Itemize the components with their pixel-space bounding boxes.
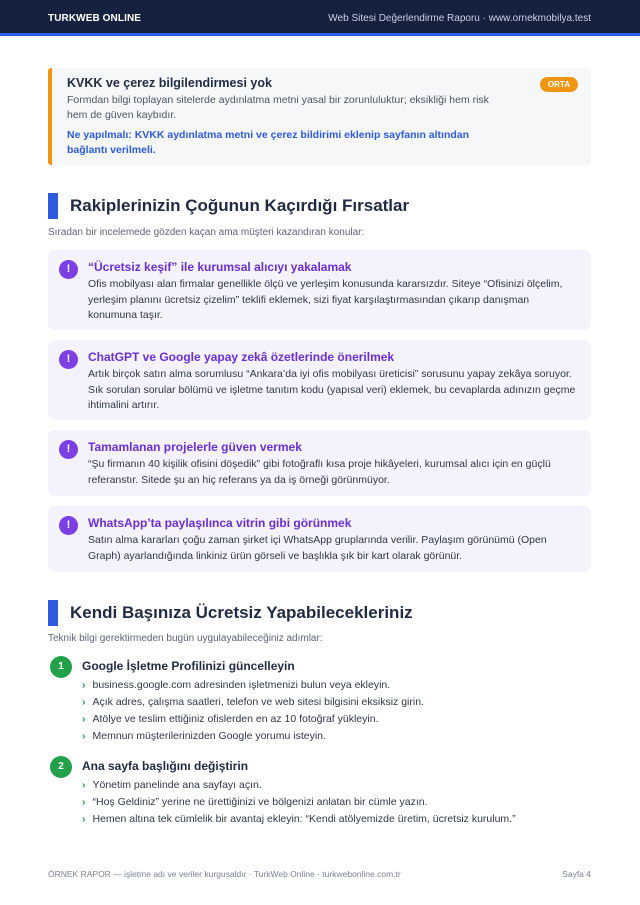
step-list: [82, 677, 424, 745]
opportunity-title: Tamamlanan projelerle güven vermek: [88, 440, 302, 454]
opportunity-body: “Şu firmanın 40 kişilik ofisini döşedik” gibi fotoğraflı kısa proje hikâyeleri, kurumsal alıcı için en güçlü referanstır. Sitede şu an hiç referans ya da iş örneği görünmüyor.: [88, 458, 551, 486]
step-number: 2: [50, 756, 72, 778]
step-list: [82, 777, 516, 828]
opportunity-title: ChatGPT ve Google yapay zekâ özetlerinde önerilmek: [88, 350, 395, 364]
chevron-right-icon: ›: [82, 696, 86, 708]
section-accent-bar: [48, 193, 58, 219]
opportunity-card: [48, 250, 591, 330]
opportunity-title: WhatsApp’ta paylaşılınca vitrin gibi görünmek: [88, 516, 352, 530]
diy-title: Kendi Başınıza Ücretsiz Yapabilecekleriniz: [70, 603, 413, 622]
opportunity-title: “Ücretsiz keşif” ile kurumsal alıcıyı yakalamak: [88, 260, 352, 274]
opportunities-heading: [48, 193, 591, 219]
page-number: Sayfa 4: [562, 869, 591, 879]
opportunities-subtitle: Sıradan bir incelemede gözden kaçan ama müşteri kazandıran konular:: [48, 227, 365, 238]
list-item: › Memnun müşterilerinizden Google yorumu isteyin.: [82, 730, 326, 742]
footer-note: ÖRNEK RAPOR — işletme adı ve veriler kurgusaldır · TurkWeb Online · turkwebonline.com.tr: [48, 869, 401, 879]
section-accent-bar: [48, 600, 58, 626]
brand-name: TURKWEB ONLINE: [48, 13, 142, 24]
list-item: › Yönetim panelinde ana sayfayı açın.: [82, 779, 262, 791]
opportunity-card: [48, 340, 591, 420]
opportunity-body: Artık birçok satın alma sorumlusu “Ankara’da iyi ofis mobilyası üreticisi” sorusunu yapay zekâya soruyor. Sık sorulan sorular bölümü ve işletme tanıtım kodu (yapısal veri) eklemek, bu cevaplarda adınızın geçme ihtimalini artırır.: [88, 368, 576, 411]
step-number: 1: [50, 656, 72, 678]
opportunities-title: Rakiplerinizin Çoğunun Kaçırdığı Fırsatlar: [70, 196, 410, 215]
list-item: › “Hoş Geldiniz” yerine ne ürettiğinizi ve bölgenizi anlatan bir cümle yazın.: [82, 796, 428, 808]
opportunity-body: Ofis mobilyası alan firmalar genellikle ölçü ve yerleşim konusunda kararsızdır. Siteye “Ofisinizi ölçelim, yerleşim planını ücretsiz çizelim” teklifi eklemek, sizi fiyat karşılaştırmasından çıkarıp danışman konumuna taşır.: [88, 278, 563, 321]
alert-title: KVKK ve çerez bilgilendirmesi yok: [67, 76, 272, 90]
step-title: Google İşletme Profilinizi güncelleyin: [82, 659, 295, 673]
chevron-right-icon: ›: [82, 779, 86, 791]
exclamation-icon: !: [59, 350, 78, 369]
report-header: [0, 0, 640, 36]
chevron-right-icon: ›: [82, 796, 86, 808]
kvkk-alert-card: [48, 68, 591, 165]
list-item: › Açık adres, çalışma saatleri, telefon ve web sitesi bilgisini eksiksiz girin.: [82, 696, 424, 708]
list-item: › Hemen altına tek cümlelik bir avantaj ekleyin: “Kendi atölyemizde üretim, ücretsiz kurulum.”: [82, 813, 516, 825]
diy-subtitle: Teknik bilgi gerektirmeden bugün uygulayabileceğiniz adımlar:: [48, 633, 323, 644]
severity-badge: ORTA: [540, 77, 578, 92]
diy-heading: [48, 600, 591, 626]
chevron-right-icon: ›: [82, 713, 86, 725]
chevron-right-icon: ›: [82, 730, 86, 742]
exclamation-icon: !: [59, 516, 78, 535]
opportunity-card: [48, 430, 591, 496]
page-footer: [48, 869, 591, 879]
opportunity-card: [48, 506, 591, 572]
report-title: Web Sitesi Değerlendirme Raporu · www.ornekmobilya.test: [328, 13, 591, 24]
chevron-right-icon: ›: [82, 679, 86, 691]
opportunity-body: Satın alma kararları çoğu zaman şirket içi WhatsApp gruplarında verilir. Paylaşım görünümü (Open Graph) ayarlandığında linkiniz ürün görseli ve başlıkla şık bir kart olarak görünür.: [88, 534, 547, 562]
alert-body: Formdan bilgi toplayan sitelerde aydınlatma metni yasal bir zorunluluktur; eksikliği hem risk hem de güven kaybıdır.: [67, 94, 489, 121]
exclamation-icon: !: [59, 440, 78, 459]
chevron-right-icon: ›: [82, 813, 86, 825]
step-title: Ana sayfa başlığını değiştirin: [82, 759, 249, 773]
alert-action: Ne yapılmalı: KVKK aydınlatma metni ve çerez bildirimi eklenip sayfanın altından bağlantı verilmeli.: [67, 129, 470, 156]
list-item: › Atölye ve teslim ettiğiniz ofislerden en az 10 fotoğraf yükleyin.: [82, 713, 379, 725]
exclamation-icon: !: [59, 260, 78, 279]
list-item: › business.google.com adresinden işletmenizi bulun veya ekleyin.: [82, 679, 391, 691]
